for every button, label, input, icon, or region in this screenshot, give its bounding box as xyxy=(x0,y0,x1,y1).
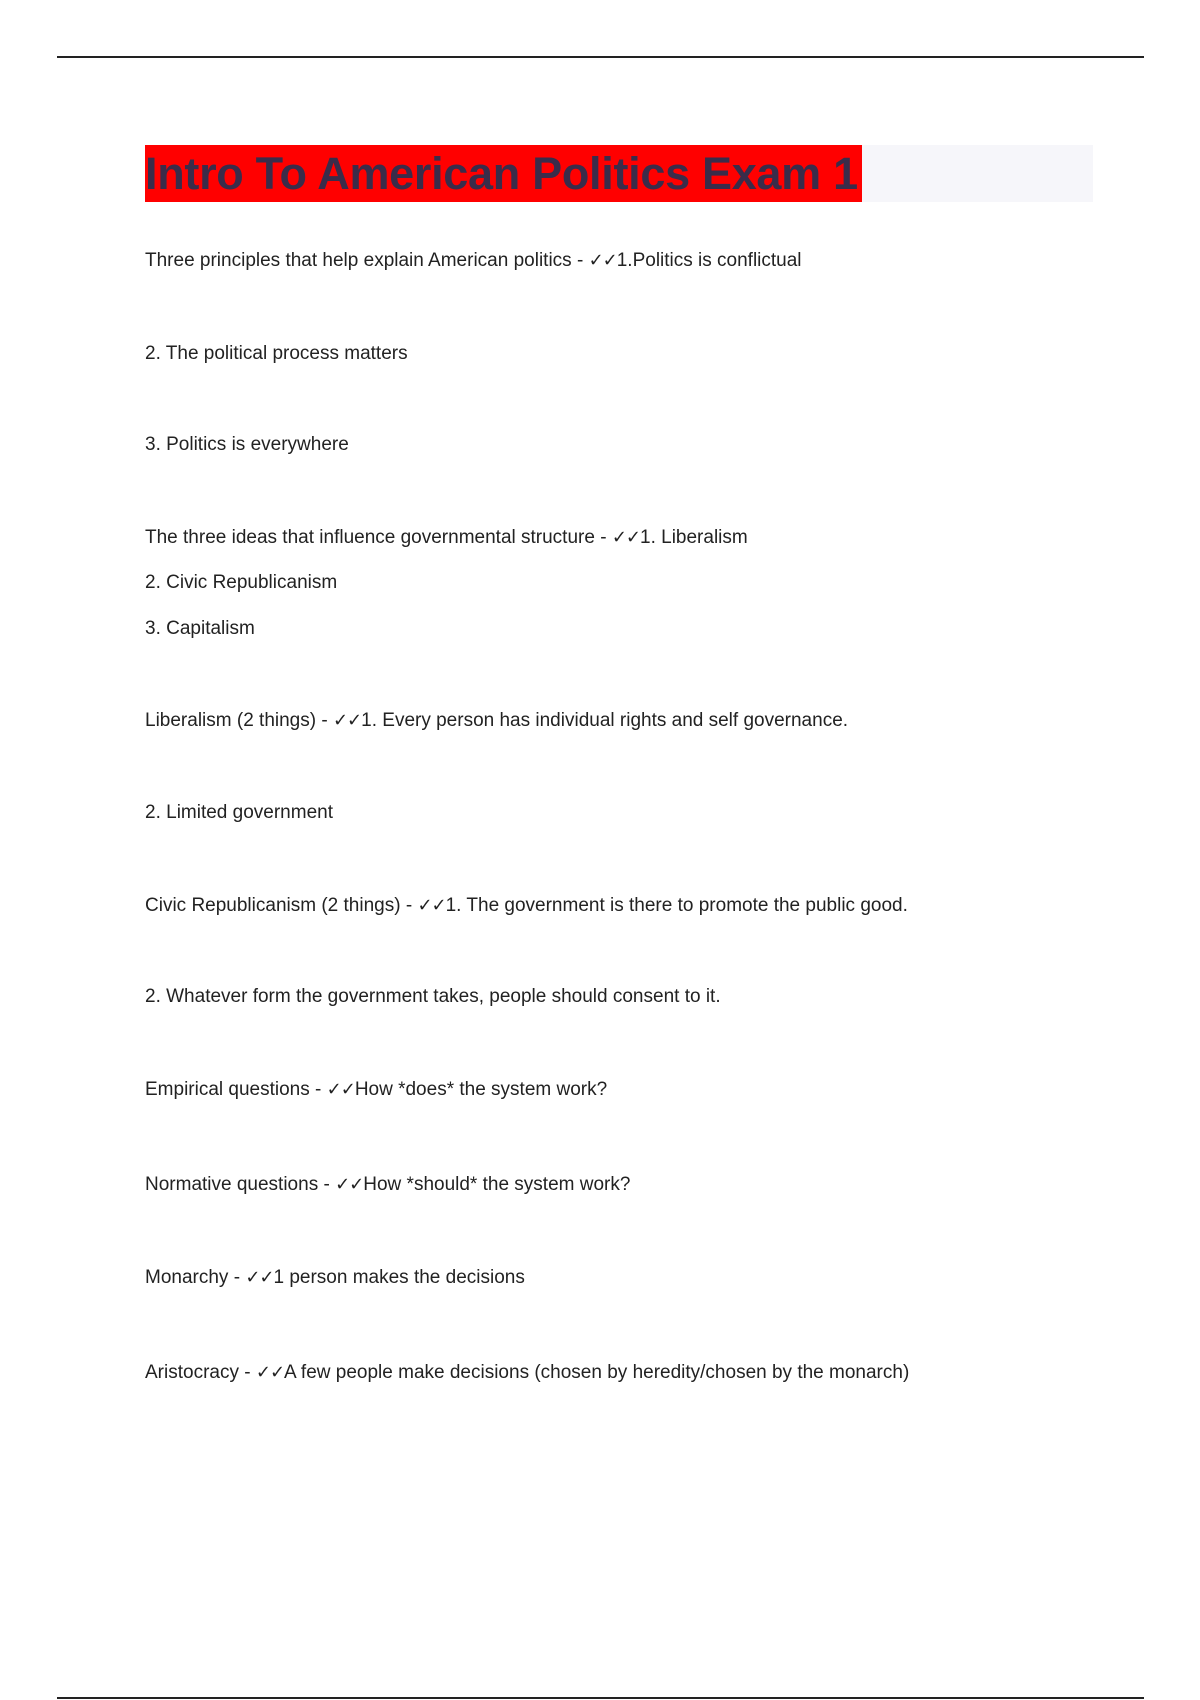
document-title: Intro To American Politics Exam 1 xyxy=(145,148,858,199)
double-check-icon: ✓✓ xyxy=(417,895,446,916)
double-check-icon: ✓✓ xyxy=(588,250,617,271)
entry-question-line xyxy=(145,249,802,273)
entry-answer-line: 2. Civic Republicanism xyxy=(145,572,338,593)
entry-answer-line: 2. The political process matters xyxy=(145,343,408,364)
entry-question-line xyxy=(145,1173,630,1197)
entry-term: Normative questions xyxy=(145,1174,319,1195)
double-check-icon: ✓✓ xyxy=(245,1267,274,1288)
entry-answer: How *should* the system work? xyxy=(363,1174,631,1195)
separator: - xyxy=(594,527,612,548)
entry-answer: 1 person makes the decisions xyxy=(273,1267,525,1288)
entry-answer-line: 3. Politics is everywhere xyxy=(145,434,349,455)
double-check-icon: ✓✓ xyxy=(611,527,640,548)
entry-term: Aristocracy xyxy=(145,1362,239,1383)
separator: - xyxy=(400,895,418,916)
entry-term: Three principles that help explain American politics xyxy=(145,250,572,271)
separator: - xyxy=(571,250,589,271)
entry-answer: 1.Politics is conflictual xyxy=(616,250,802,271)
entry-answer: 1. The government is there to promote the public good. xyxy=(445,895,908,916)
entry-term: Liberalism (2 things) xyxy=(145,710,317,731)
entry-answer-line: 2. Whatever form the government takes, people should consent to it. xyxy=(145,986,721,1007)
double-check-icon: ✓✓ xyxy=(326,1079,355,1100)
top-rule xyxy=(57,56,1144,58)
title-highlight xyxy=(145,145,862,202)
double-check-icon: ✓✓ xyxy=(332,710,362,731)
separator: - xyxy=(228,1267,246,1288)
entry-term: Monarchy xyxy=(145,1267,229,1288)
entry-question-line xyxy=(145,1361,909,1385)
entry-answer: 1. Every person has individual rights and self governance. xyxy=(361,710,849,731)
bottom-rule xyxy=(57,1697,1144,1699)
entry-term: Empirical questions xyxy=(145,1079,310,1100)
entry-answer-line: 2. Limited government xyxy=(145,802,333,823)
entry-term: The three ideas that influence governmental structure xyxy=(145,527,595,548)
separator: - xyxy=(238,1362,256,1383)
entry-question-line xyxy=(145,709,848,733)
entry-answer: 1. Liberalism xyxy=(640,527,748,548)
double-check-icon: ✓✓ xyxy=(255,1362,285,1383)
entry-question-line xyxy=(145,1266,525,1290)
entry-question-line xyxy=(145,526,748,550)
entry-answer: A few people make decisions (chosen by heredity/chosen by the monarch) xyxy=(284,1362,910,1383)
separator: - xyxy=(318,1174,336,1195)
entry-answer: How *does* the system work? xyxy=(354,1079,608,1100)
entry-question-line xyxy=(145,894,908,918)
double-check-icon: ✓✓ xyxy=(335,1174,364,1195)
separator: - xyxy=(316,710,333,731)
entry-question-line xyxy=(145,1078,607,1102)
separator: - xyxy=(309,1079,327,1100)
entry-term: Civic Republicanism (2 things) xyxy=(145,895,401,916)
entry-answer-line: 3. Capitalism xyxy=(145,618,255,639)
